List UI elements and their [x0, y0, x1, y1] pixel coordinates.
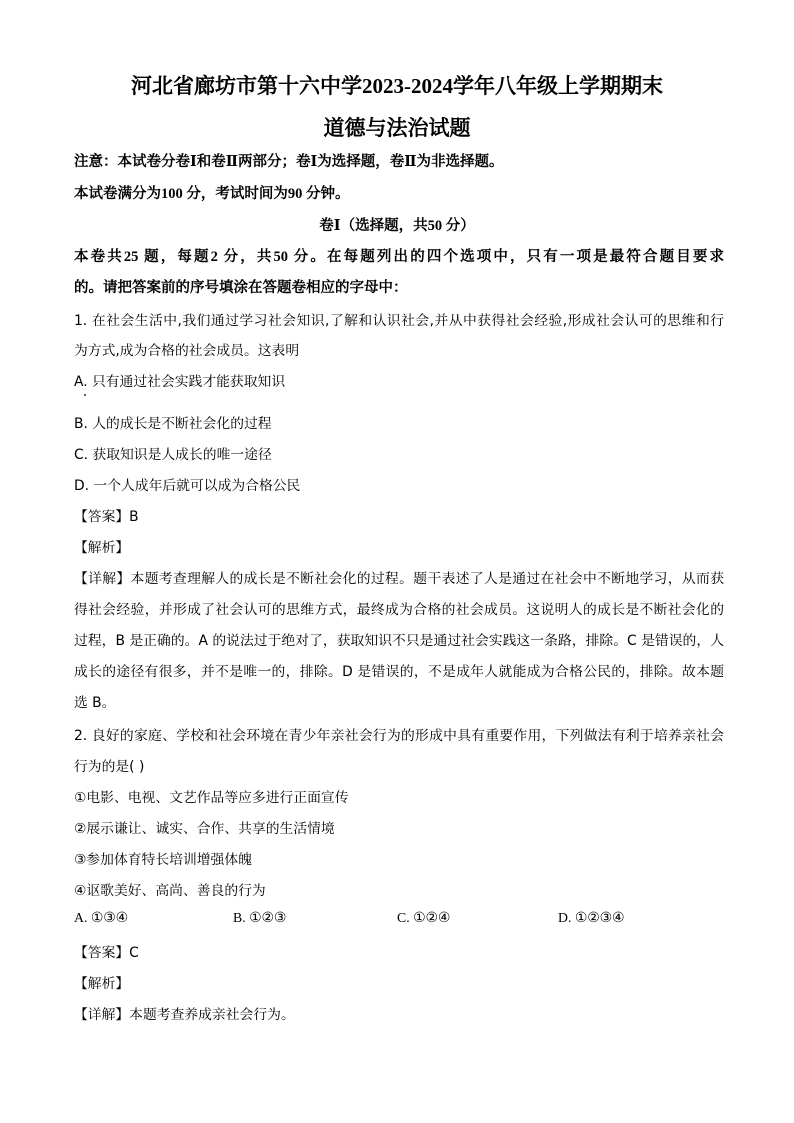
- q2-item-2: ②展示谦让、诚实、合作、共享的生活情境: [74, 821, 335, 837]
- q1-stem-line1: 1. 在社会生活中,我们通过学习社会知识,了解和认识社会,并从中获得社会经验,形成社会认可的思维和行: [74, 313, 724, 329]
- scan-dot: [84, 394, 86, 396]
- q1-detail-line5: 选 B。: [74, 695, 116, 711]
- q1-detail-line4: 成长的途径有很多，并不是唯一的，排除。D 是错误的，不是成年人就能成为合格公民的，排除。故本题: [74, 664, 724, 680]
- q2-detail: 【详解】本题考查养成亲社会行为。: [74, 1007, 295, 1023]
- q2-option-c: C. ①②④: [397, 910, 451, 925]
- section1-instruction-line2: 的。请把答案前的序号填涂在答题卷相应的字母中：: [74, 280, 408, 296]
- q2-option-a: A. ①③④: [74, 910, 128, 925]
- q2-stem-line2: 行为的是( ): [74, 759, 145, 775]
- q2-option-b: B. ①②③: [233, 910, 287, 925]
- q1-option-c: C. 获取知识是人成长的唯一途径: [74, 447, 272, 463]
- q1-option-a: A. 只有通过社会实践才能获取知识: [74, 374, 286, 390]
- q2-analysis-label: 【解析】: [74, 976, 130, 992]
- exam-title-line2: 道德与法治试题: [323, 116, 471, 140]
- q1-detail-line1: 【详解】本题考查理解人的成长是不断社会化的过程。题干表述了人是通过在社会中不断地学习，从而获: [74, 571, 724, 587]
- q2-item-4: ④讴歌美好、高尚、善良的行为: [74, 883, 266, 899]
- section1-heading: 卷Ⅰ（选择题，共50 分）: [319, 218, 475, 234]
- q1-option-d: D. 一个人成年后就可以成为合格公民: [74, 478, 301, 494]
- q1-stem-line2: 为方式,成为合格的社会成员。这表明: [74, 343, 300, 359]
- q1-answer: 【答案】B: [74, 509, 139, 525]
- q1-detail-line3: 过程，B 是正确的。A 的说法过于绝对了，获取知识不只是通过社会实践这一条路，排除。C 是错误的，人: [74, 633, 724, 649]
- q2-option-d: D. ①②③④: [558, 910, 625, 925]
- section1-instruction-line1: 本卷共25 题，每题2 分，共50 分。在每题列出的四个选项中，只有一项是最符合题目要求: [74, 249, 724, 265]
- notice-line2: 本试卷满分为100 分，考试时间为90 分钟。: [74, 186, 350, 202]
- q1-detail-line2: 得社会经验，并形成了社会认可的思维方式，最终成为合格的社会成员。这说明人的成长是不断社会化的: [74, 602, 724, 618]
- q1-analysis-label: 【解析】: [74, 540, 130, 556]
- q2-item-3: ③参加体育特长培训增强体魄: [74, 852, 252, 868]
- notice-line1: 注意：本试卷分卷Ⅰ和卷Ⅱ两部分；卷Ⅰ为选择题，卷Ⅱ为非选择题。: [74, 154, 504, 170]
- q2-item-1: ①电影、电视、文艺作品等应多进行正面宣传: [74, 790, 349, 806]
- q2-stem-line1: 2. 良好的家庭、学校和社会环境在青少年亲社会行为的形成中具有重要作用，下列做法有利于培养亲社会: [74, 728, 724, 744]
- exam-title-line1: 河北省廊坊市第十六中学2023-2024学年八年级上学期期末: [131, 74, 663, 98]
- q2-answer: 【答案】C: [74, 945, 139, 961]
- q1-option-b: B. 人的成长是不断社会化的过程: [74, 416, 272, 432]
